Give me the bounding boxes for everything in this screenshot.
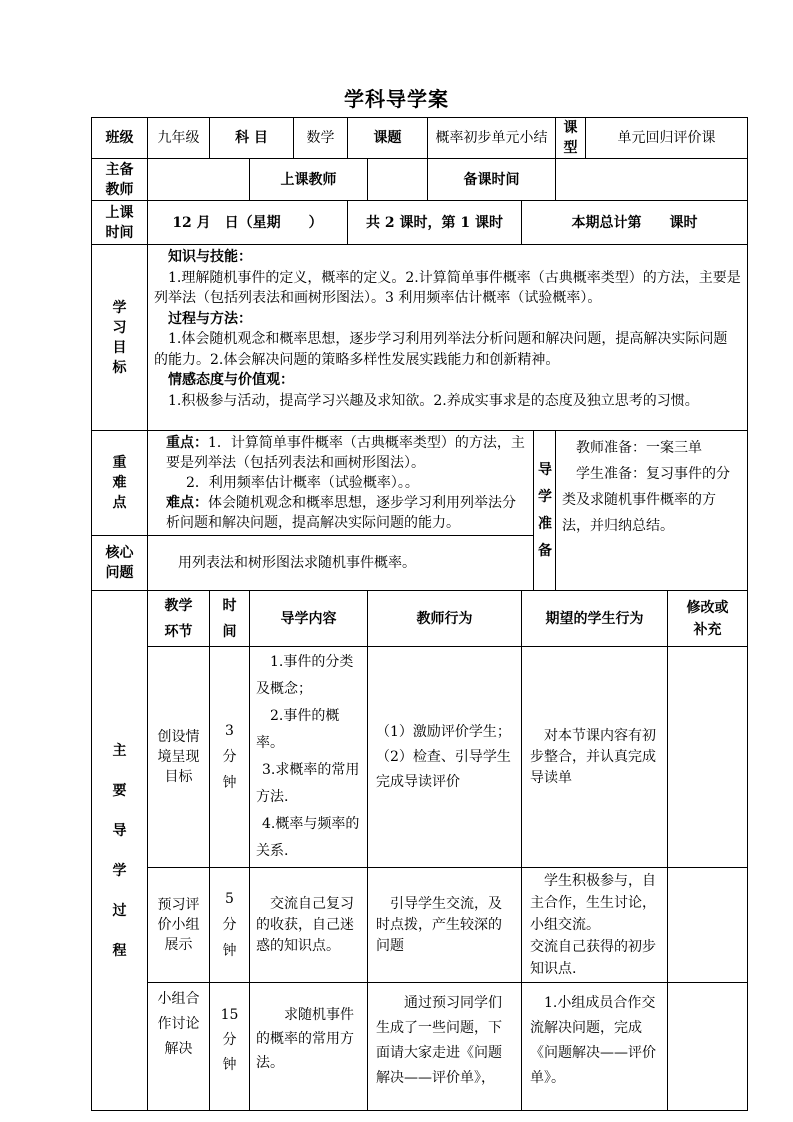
topic-value: 概率初步单元小结 <box>428 118 556 159</box>
student-cell: 学生积极参与，自主合作，生生讨论，小组交流。 交流自己获得的初步知识点. <box>522 868 668 983</box>
note-cell <box>668 647 748 868</box>
stage-cell: 小组合作讨论解决 <box>148 983 210 1111</box>
prep-label: 导 学 准 备 <box>534 431 556 591</box>
knowledge-text: 1.理解随机事件的定义，概率的定义。2.计算简单事件概率（古典概率类型）的方法，主要是列举法（包括列表法和画树形图法）。3 利用频率估计概率（试验概率）。 <box>154 269 741 306</box>
header-note: 修改或 补充 <box>668 591 748 647</box>
hard-title: 难点： <box>166 495 208 511</box>
note-cell <box>668 983 748 1111</box>
teacher-cell: 引导学生交流，及时点拨，产生较深的问题 <box>368 868 522 983</box>
process-title: 过程与方法： <box>168 310 252 327</box>
prep-content <box>556 431 748 591</box>
teacher-cell: 通过预习同学们生成了一些问题，下面请大家走进《问题解决——评价单》， <box>368 983 522 1111</box>
header-student: 期望的学生行为 <box>522 591 668 647</box>
prep-teacher-label: 主备 教师 <box>92 159 148 201</box>
header-stage: 教学 环节 <box>148 591 210 647</box>
process-label: 主 要 导 学 过 程 <box>92 591 148 1111</box>
student-cell: 1.小组成员合作交流解决问题，完成《问题解决——评价单》。 <box>522 983 668 1111</box>
knowledge-title: 知识与技能： <box>168 249 252 265</box>
keypoints-label: 重 难 点 <box>92 431 148 536</box>
core-text: 用列表法和树形图法求随机事件概率。 <box>148 536 534 591</box>
content-cell: 交流自己复习的收获，自己迷惑的知识点。 <box>250 868 368 983</box>
content-cell: 1.事件的分类及概念； 2.事件的概率。 3.求概率的常用方法. 4.概率与频率的关系. <box>250 647 368 868</box>
note-cell <box>668 868 748 983</box>
prep-time-value <box>556 159 748 201</box>
header-content: 导学内容 <box>250 591 368 647</box>
class-teacher-value <box>368 159 428 201</box>
prep-time-label: 备课时间 <box>428 159 556 201</box>
student-cell: 对本节课内容有初步整合，并认真完成导读单 <box>522 647 668 868</box>
type-value: 单元回归评价课 <box>586 118 748 159</box>
time-cell: 15 分 钟 <box>210 983 250 1111</box>
subject-value: 数学 <box>294 118 348 159</box>
objectives-label: 学 习 目 标 <box>92 245 148 431</box>
key-title: 重点： <box>166 435 208 451</box>
header-teacher: 教师行为 <box>368 591 522 647</box>
objectives-content <box>148 245 748 431</box>
student-prep: 学生准备：复习事件的分类及求随机事件概率的方法，并归纳总结。 <box>562 466 731 534</box>
header-time: 时 间 <box>210 591 250 647</box>
class-value: 九年级 <box>148 118 210 159</box>
key-text-2: 2．利用频率估计概率（试验概率）。。 <box>186 475 419 491</box>
class-date: 12 月 日（星期 ） <box>148 201 348 245</box>
topic-label: 课题 <box>348 118 428 159</box>
teacher-prep: 教师准备：一案三单 <box>576 440 703 456</box>
emotion-text: 1.积极参与活动，提高学习兴趣及求知欲。2.养成实事求是的态度及独立思考的习惯。 <box>168 392 699 409</box>
key-text-1: 1．计算简单事件概率（古典概率类型）的方法，主要是列举法（包括列表法和画树形图法）。 <box>166 435 525 471</box>
emotion-title: 情感态度与价值观： <box>168 372 294 388</box>
hard-text: 体会随机观念和概率思想，逐步学习利用列举法分析问题和解决问题，提高解决实际问题的能力。 <box>166 495 516 531</box>
class-label: 班级 <box>92 118 148 159</box>
teacher-cell: （1）激励评价学生； （2）检查、引导学生完成导读评价 <box>368 647 522 868</box>
prep-teacher-value <box>148 159 250 201</box>
keypoints-content <box>148 431 534 536</box>
term-total: 本期总计第 课时 <box>522 201 748 245</box>
time-cell: 3 分 钟 <box>210 647 250 868</box>
lesson-plan-table <box>91 117 748 1111</box>
stage-cell: 预习评价小组展示 <box>148 868 210 983</box>
class-teacher-label: 上课教师 <box>250 159 368 201</box>
class-hours: 共 2 课时，第 1 课时 <box>348 201 522 245</box>
stage-cell: 创设情境呈现目标 <box>148 647 210 868</box>
type-label: 课型 <box>556 118 586 159</box>
time-cell: 5 分 钟 <box>210 868 250 983</box>
content-cell: 求随机事件的概率的常用方法。 <box>250 983 368 1111</box>
process-text: 1.体会随机观念和概率思想，逐步学习利用列举法分析问题和解决问题，提高解决实际问题的能力。2.体会解决问题的策略多样性发展实践能力和创新精神。 <box>154 331 728 368</box>
page-title: 学科导学案 <box>344 87 449 111</box>
subject-label: 科 目 <box>210 118 294 159</box>
class-time-label: 上课 时间 <box>92 201 148 245</box>
core-label: 核心 问题 <box>92 536 148 591</box>
